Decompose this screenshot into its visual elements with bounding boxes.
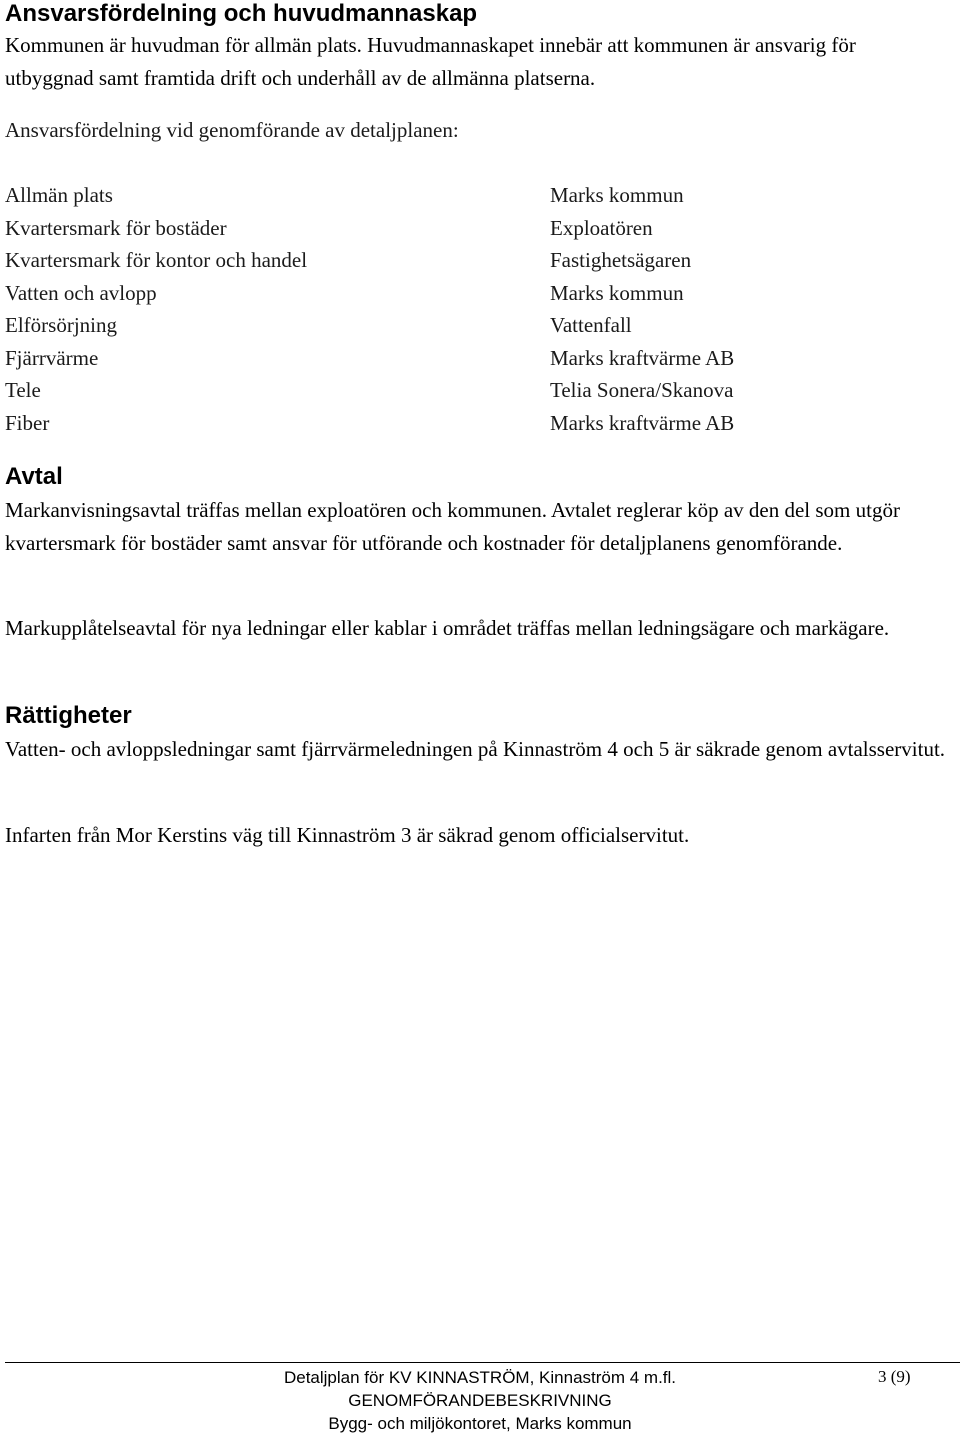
responsibility-item: Vatten och avlopp: [5, 280, 157, 305]
responsibility-item: Fjärrvärme: [5, 345, 99, 370]
paragraph-officialservitut: Infarten från Mor Kerstins väg till Kinnaström 3 är säkrad genom officialservitut.: [5, 823, 690, 847]
paragraph-avtalsservitut: Vatten- och avloppsledningar samt fjärrvärmeledningen på Kinnaström 4 och 5 är säkrade genom avtalsservitut.: [5, 737, 946, 761]
responsibility-item: Elförsörjning: [5, 313, 117, 337]
responsibility-row: [5, 212, 905, 245]
paragraph-markupplatelseavtal: Markupplåtelseavtal för nya ledningar eller kablar i området träffas mellan ledningsägare och markägare.: [5, 616, 890, 640]
footer-department: Bygg- och miljökontoret, Marks kommun: [328, 1414, 632, 1433]
responsibility-row: [5, 179, 905, 212]
responsibility-row: [5, 342, 905, 375]
footer-divider: [5, 1362, 960, 1363]
heading-avtal: Avtal: [5, 463, 63, 490]
heading-rattigheter: Rättigheter: [5, 702, 132, 729]
responsible-party: Vattenfall: [550, 313, 632, 337]
responsibility-item: Fiber: [5, 410, 50, 435]
responsibility-item: Kvartersmark för kontor och handel: [5, 248, 308, 272]
page-number: 3 (9): [878, 1367, 911, 1386]
responsibility-row: [5, 244, 905, 277]
responsibility-table: [5, 179, 905, 439]
responsible-party: Marks kraftvärme AB: [550, 410, 735, 435]
responsibility-item: Tele: [5, 378, 41, 402]
heading-ansvarsfordelning: Ansvarsfördelning och huvudmannaskap: [5, 0, 478, 27]
footer-title: Detaljplan för KV KINNASTRÖM, Kinnaström 4 m.fl.: [283, 1368, 677, 1387]
responsibility-row: [5, 309, 905, 342]
responsibility-row: [5, 277, 905, 310]
responsible-party: Fastighetsägaren: [550, 248, 692, 272]
responsibility-item: Allmän plats: [5, 183, 113, 207]
page-footer: [5, 1366, 955, 1435]
responsible-party: Marks kommun: [550, 280, 684, 305]
responsibility-intro: Ansvarsfördelning vid genomförande av detaljplanen:: [5, 118, 459, 142]
responsibility-row: [5, 374, 905, 407]
responsible-party: Telia Sonera/Skanova: [550, 378, 734, 402]
responsible-party: Exploatören: [550, 215, 653, 240]
responsibility-item: Kvartersmark för bostäder: [5, 215, 227, 240]
responsibility-row: [5, 407, 905, 440]
paragraph-huvudmannaskap: Kommunen är huvudman för allmän plats. Huvudmannaskapet innebär att kommunen är ansvarig för utbyggnad samt framtida drift och underhåll av de allmänna platserna.: [5, 33, 856, 90]
responsible-party: Marks kommun: [550, 183, 684, 207]
paragraph-markanvisningsavtal: Markanvisningsavtal träffas mellan exploatören och kommunen. Avtalet reglerar köp av den del som utgör kvartersmark för bostäder samt ansvar för utförande och kostnader för detaljplanens genomförande.: [5, 498, 900, 555]
footer-document-type: GENOMFÖRANDEBESKRIVNING: [348, 1391, 612, 1410]
responsible-party: Marks kraftvärme AB: [550, 345, 735, 370]
